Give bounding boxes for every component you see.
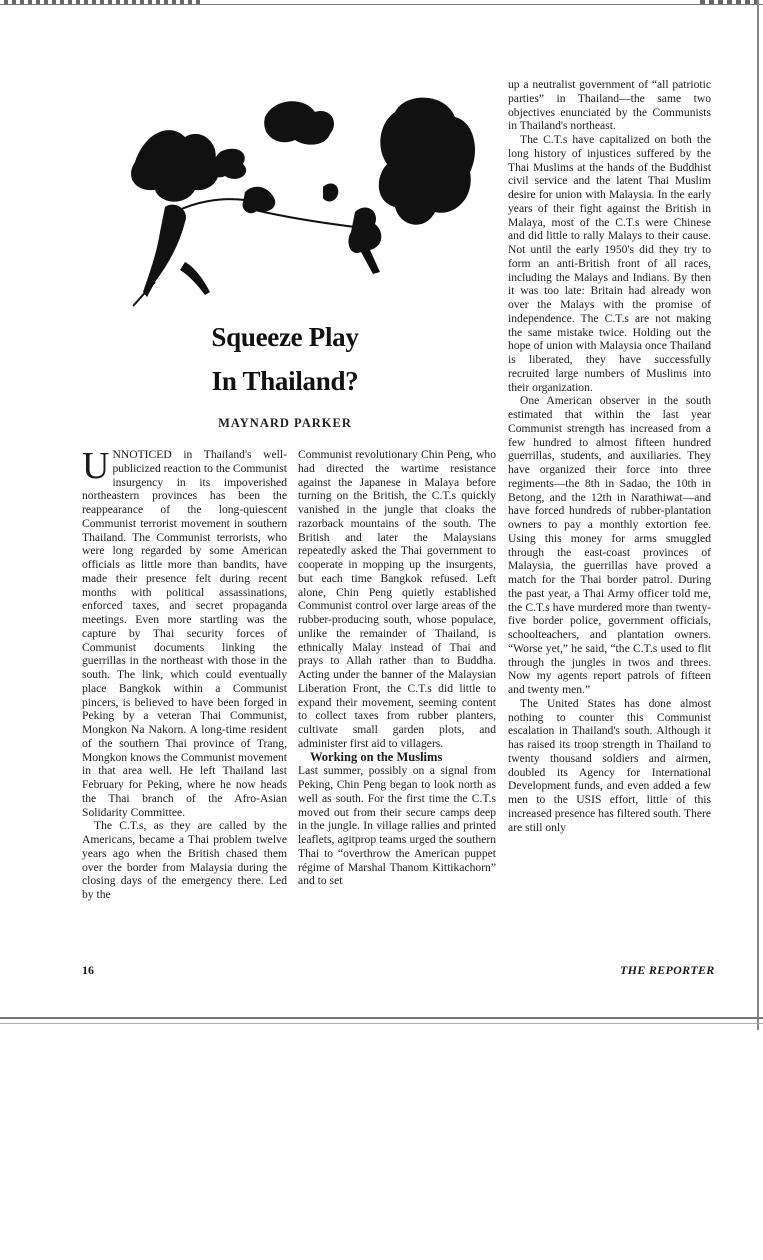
paragraph: up a neutralist government of “all patriotic parties” in Thailand—the same two objectives enunciated by the Communists in Thailand's northeast. xyxy=(508,78,711,133)
paragraph: UNNOTICED in Thailand's well-publicized reaction to the Communist insurgency in its impoverished northeastern provinces has been the reappearance of the long-quiescent Communist terrorist movement in southern Thailand. The Communist terrorists, who were long regarded by some American officials as little more than bandits, have made their presence felt during recent months with political assassinations, enforced taxes, and secret propaganda meetings. Even more startling was the capture by Thai security forces of Communist documents linking the guerrillas in the northeast with those in the south. The link, which could eventually place Bangkok within a Communist pincers, is believed to have been forged in Peking by a veteran Thai Communist, Mongkon Na Nakorn. A long-time resident of the southern Thai province of Trang, Mongkon knows the Communist movement in that area well. He left Thailand last February for Peking, where he now heads the Thai branch of the Afro-Asian Solidarity Committee. xyxy=(82,445,287,819)
article-column-2 xyxy=(298,448,496,888)
paragraph: Last summer, possibly on a signal from Peking, Chin Peng began to look north as well as south. For the first time the C.T.s moved out from their secure camps deep in the jungle. In village rallies and printed leaflets, agitprop teams urged the southern Thai to “overthrow the American puppet régime of Marshal Thanom Kittikachorn” and to set xyxy=(298,764,496,888)
drop-cap: U xyxy=(82,445,110,487)
headline-line2: In Thailand? xyxy=(211,366,359,396)
top-rule xyxy=(0,4,763,5)
section-subhead: Working on the Muslims xyxy=(310,749,443,764)
page-number: 16 xyxy=(82,963,94,977)
article-column-3 xyxy=(508,78,711,834)
paragraph: One American observer in the south estimated that within the last year Communist strength has increased from a few hundred to almost fifteen hundred guerrillas, students, and auxiliaries. They have organized their force into three regiments—the 8th in Sadao, the 10th in Betong, and the 12th in Narathiwat—and have forced hundreds of rubber-plantation owners to pay a monthly extortion fee. Using this money for arms smuggled through the east-coast provinces of Malaysia, the guerrillas have proved a match for the Thai border patrol. During the past year, a Thai Army officer told me, the C.T.s have murdered more than twenty-five border police, government officials, schoolteachers, and plantation owners. “Worse yet,” he said, “the C.T.s used to flit through the jungles in twos and threes. Now my agents report patrols of fifteen and twenty men.” xyxy=(508,394,711,696)
byline: MAYNARD PARKER xyxy=(218,416,352,430)
jungle-illustration xyxy=(125,92,485,307)
paragraph: The C.T.s, as they are called by the Americans, became a Thai problem twelve years ago when the British chased them over the border from Malaysia during the closing days of the emergency there. Led by the xyxy=(82,819,287,901)
page-edge xyxy=(757,0,759,1030)
bottom-rule-secondary xyxy=(0,1023,763,1024)
paragraph: The C.T.s have capitalized on both the long history of injustices suffered by the Thai Muslims at the hands of the Buddhist civil service and the latent Thai Muslim desire for union with Malaysia. In the early years of their fight against the British in Malaya, most of the C.T.s were Chinese and did little to rally Malays to their cause. Not until the early 1950's did they try to form an anti-British front of all races, including the Malays and Indians. By then it was too late: Britain had already won over the Malays with the promise of independence. The C.T.s are not making the same mistake twice. Holding out the hope of union with Malaysia once Thailand is liberated, they have successfully recruited large numbers of Muslims into their organization. xyxy=(508,133,711,394)
magazine-name: THE REPORTER xyxy=(620,963,715,977)
article-column-1 xyxy=(82,445,287,902)
paragraph: The United States has done almost nothing to counter this Communist escalation in Thailand's south. Although it has raised its troop strength in Thailand to twenty thousand soldiers and airmen, doubled its Agency for International Development funds, and even added a few men to the USIS effort, little of this increased presence has filtered south. There are still only xyxy=(508,696,711,834)
paragraph: Communist revolutionary Chin Peng, who had directed the wartime resistance against the Japanese in Malaya before turning on the British, the C.T.s quickly vanished in the jungle that cloaks the razorback mountains of the south. The British and later the Malaysians repeatedly asked the Thai government to cooperate in mopping up the insurgents, but each time Bangkok refused. Left alone, Chin Peng quietly established Communist control over large areas of the rubber-producing south, whose populace, unlike the remainder of Thailand, is ethnically Malay instead of Thai and prays to Allah rather than to Buddha. Acting under the banner of the Malaysian Liberation Front, the C.T.s did little to expand their movement, seeming content to collect taxes from rubber planters, cultivate small garden plots, and administer first aid to villagers. xyxy=(298,448,496,750)
headline-line1: Squeeze Play xyxy=(211,322,359,352)
bottom-rule xyxy=(0,1017,763,1019)
